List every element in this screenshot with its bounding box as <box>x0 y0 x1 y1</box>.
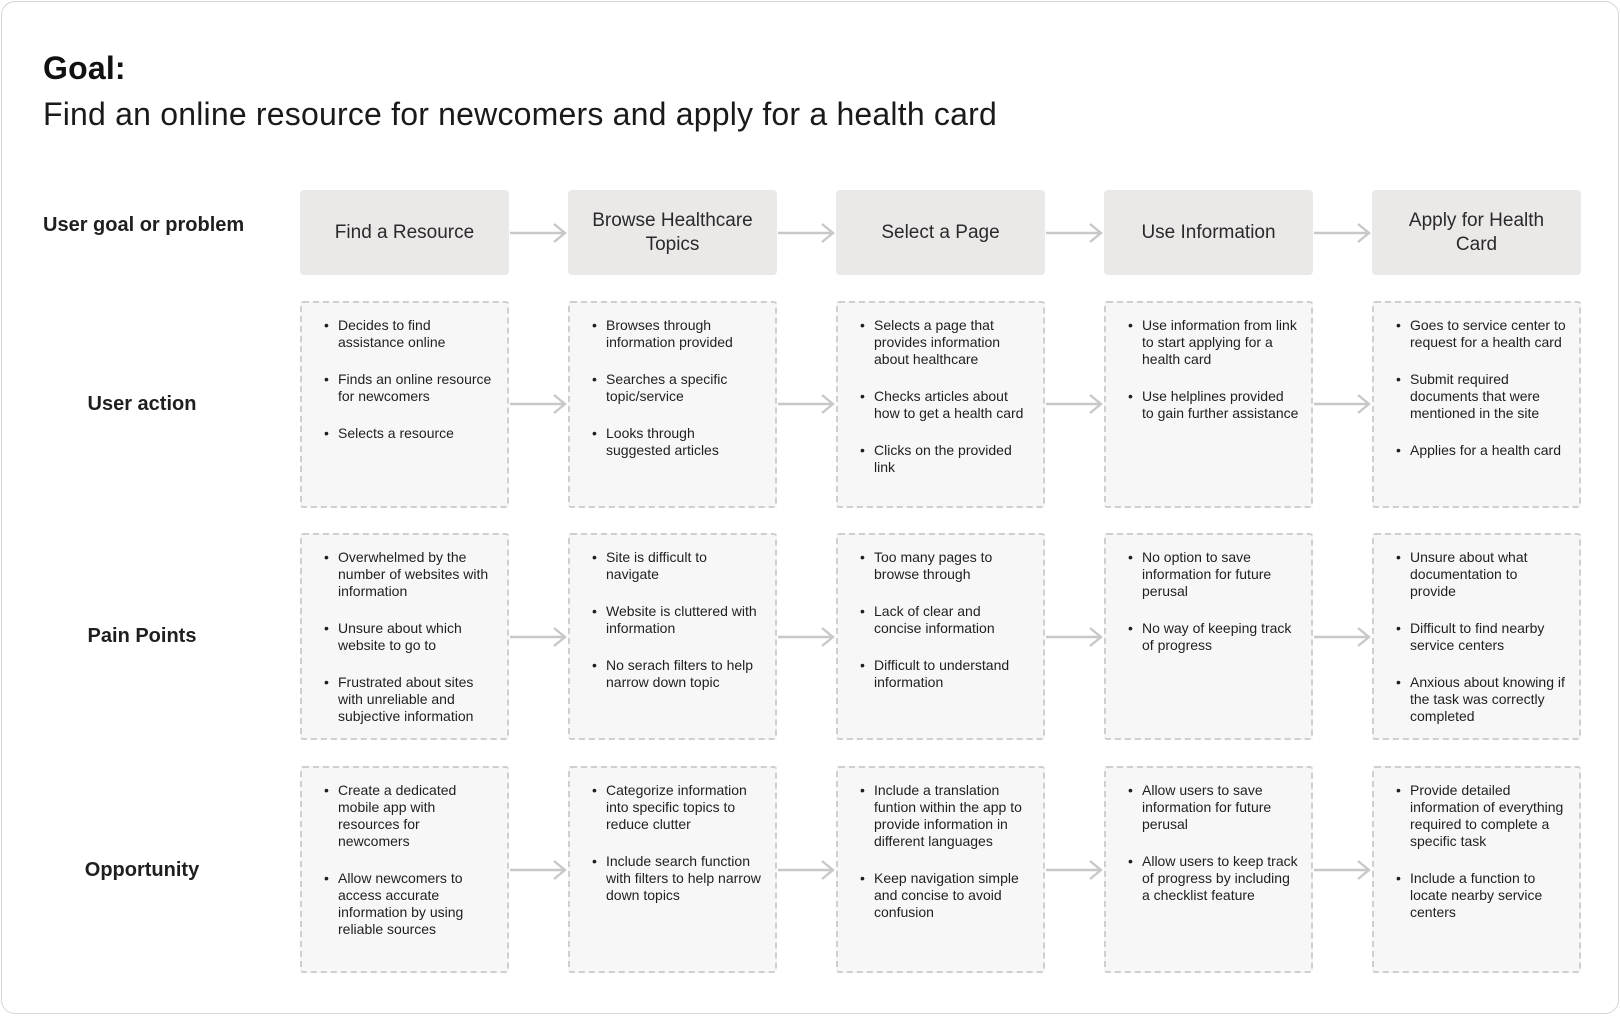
list-item: • Browses through information provided <box>582 317 763 351</box>
list-item: • Use information from link to start applying for a health card <box>1118 317 1299 368</box>
row-label-user-action: User action <box>87 393 197 415</box>
arrow-right-icon <box>1046 394 1104 414</box>
list-item: • Unsure about which website to go to <box>314 620 495 654</box>
arrow-right-icon <box>1314 223 1372 243</box>
list-item: • Anxious about knowing if the task was correctly completed <box>1386 674 1567 725</box>
arrow-right-icon <box>1046 627 1104 647</box>
list-item: • Site is difficult to navigate <box>582 549 763 583</box>
list-item: • Finds an online resource for newcomers <box>314 371 495 405</box>
arrow-right-icon <box>510 627 568 647</box>
list-item: • No serach filters to help narrow down topic <box>582 657 763 691</box>
action-card-2 <box>568 301 777 508</box>
stage-use-information: Use Information <box>1104 190 1313 275</box>
action-card-4 <box>1104 301 1313 508</box>
list-item: • Allow users to keep track of progress by including a checklist feature <box>1118 853 1299 904</box>
list-item: • Include search function with filters to help narrow down topics <box>582 853 763 904</box>
arrow-right-icon <box>1314 627 1372 647</box>
arrow-right-icon <box>1046 223 1104 243</box>
list-item: • Checks articles about how to get a health card <box>850 388 1031 422</box>
list-item: • Use helplines provided to gain further assistance <box>1118 388 1299 422</box>
stage-find-resource: Find a Resource <box>300 190 509 275</box>
arrow-right-icon <box>510 223 568 243</box>
list-item: • Applies for a health card <box>1386 442 1567 459</box>
list-item: • Overwhelmed by the number of websites with information <box>314 549 495 600</box>
row-label-pain-points: Pain Points <box>87 625 197 647</box>
arrow-right-icon <box>778 223 836 243</box>
list-item: • Decides to find assistance online <box>314 317 495 351</box>
list-item: • Selects a page that provides information about healthcare <box>850 317 1031 368</box>
list-item: • Categorize information into specific topics to reduce clutter <box>582 782 763 833</box>
arrow-right-icon <box>510 860 568 880</box>
opportunity-card-1 <box>300 766 509 973</box>
list-item: • Submit required documents that were mentioned in the site <box>1386 371 1567 422</box>
goal-label: Goal: <box>43 50 126 86</box>
list-item: • Include a function to locate nearby service centers <box>1386 870 1567 921</box>
row-label-user-goal: User goal or problem <box>43 214 245 236</box>
list-item: • Too many pages to browse through <box>850 549 1031 583</box>
list-item: • Provide detailed information of everything required to complete a specific task <box>1386 782 1567 850</box>
list-item: • Unsure about what documentation to provide <box>1386 549 1567 600</box>
list-item: • Lack of clear and concise information <box>850 603 1031 637</box>
stage-select-page: Select a Page <box>836 190 1045 275</box>
pain-card-2 <box>568 533 777 740</box>
list-item: • Selects a resource <box>314 425 495 442</box>
goal-text: Find an online resource for newcomers and apply for a health card <box>43 96 997 132</box>
arrow-right-icon <box>1046 860 1104 880</box>
list-item: • Searches a specific topic/service <box>582 371 763 405</box>
opportunity-card-4 <box>1104 766 1313 973</box>
action-card-5 <box>1372 301 1581 508</box>
opportunity-card-5 <box>1372 766 1581 973</box>
list-item: • Difficult to understand information <box>850 657 1031 691</box>
arrow-right-icon <box>778 394 836 414</box>
list-item: • Website is cluttered with information <box>582 603 763 637</box>
stage-apply-health-card: Apply for Health Card <box>1372 190 1581 275</box>
list-item: • No way of keeping track of progress <box>1118 620 1299 654</box>
arrow-right-icon <box>778 627 836 647</box>
opportunity-card-3 <box>836 766 1045 973</box>
arrow-right-icon <box>778 860 836 880</box>
opportunity-card-2 <box>568 766 777 973</box>
action-card-3 <box>836 301 1045 508</box>
list-item: • Clicks on the provided link <box>850 442 1031 476</box>
journey-map-frame <box>1 1 1619 1014</box>
stage-browse-healthcare-topics: Browse Healthcare Topics <box>568 190 777 275</box>
arrow-right-icon <box>1314 860 1372 880</box>
list-item: • Looks through suggested articles <box>582 425 763 459</box>
arrow-right-icon <box>1314 394 1372 414</box>
pain-card-3 <box>836 533 1045 740</box>
action-card-1 <box>300 301 509 508</box>
pain-card-1 <box>300 533 509 740</box>
list-item: • Allow newcomers to access accurate information by using reliable sources <box>314 870 495 938</box>
list-item: • Goes to service center to request for a health card <box>1386 317 1567 351</box>
row-label-opportunity: Opportunity <box>84 859 200 881</box>
arrow-right-icon <box>510 394 568 414</box>
pain-card-4 <box>1104 533 1313 740</box>
list-item: • Create a dedicated mobile app with resources for newcomers <box>314 782 495 850</box>
list-item: • No option to save information for future perusal <box>1118 549 1299 600</box>
list-item: • Include a translation funtion within the app to provide information in different languages <box>850 782 1031 850</box>
list-item: • Frustrated about sites with unreliable and subjective information <box>314 674 495 725</box>
list-item: • Allow users to save information for future perusal <box>1118 782 1299 833</box>
list-item: • Difficult to find nearby service centers <box>1386 620 1567 654</box>
list-item: • Keep navigation simple and concise to avoid confusion <box>850 870 1031 921</box>
pain-card-5 <box>1372 533 1581 740</box>
